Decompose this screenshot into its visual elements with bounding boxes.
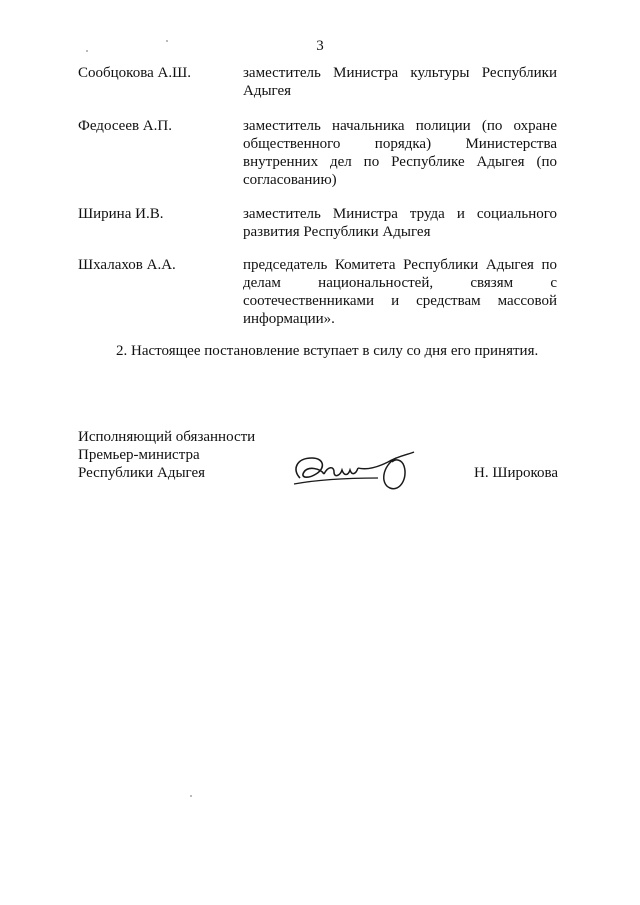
signatory-title xyxy=(78,428,255,482)
scan-speck xyxy=(190,795,192,797)
signatory-line: Премьер-министра xyxy=(78,447,200,463)
member-name: Федосеев А.П. xyxy=(78,118,172,134)
member-name: Сообцокова А.Ш. xyxy=(78,65,191,81)
member-name: Ширина И.В. xyxy=(78,206,164,222)
signatory-line: Республики Адыгея xyxy=(78,465,206,481)
member-role: заместитель Министра культуры Республики Адыгея xyxy=(243,65,557,99)
member-role: заместитель Министра труда и социального развития Республики Адыгея xyxy=(243,206,557,240)
resolution-clause: 2. Настоящее постановление вступает в силу со дня его принятия. xyxy=(116,343,539,359)
handwritten-signature xyxy=(286,448,426,498)
member-role: председатель Комитета Республики Адыгея по делам национальностей, связям с соотечественниками и средствам массовой информации». xyxy=(243,257,557,327)
signatory-line: Исполняющий обязанности xyxy=(78,429,256,445)
page-number: 3 xyxy=(316,38,324,54)
scan-speck xyxy=(166,40,168,42)
signer-name: Н. Широкова xyxy=(474,465,559,481)
scan-speck xyxy=(86,50,88,52)
member-role: заместитель начальника полиции (по охране общественного порядка) Министерства внутренних дел по Республике Адыгея (по согласованию) xyxy=(243,118,557,188)
member-name: Шхалахов А.А. xyxy=(78,257,176,273)
